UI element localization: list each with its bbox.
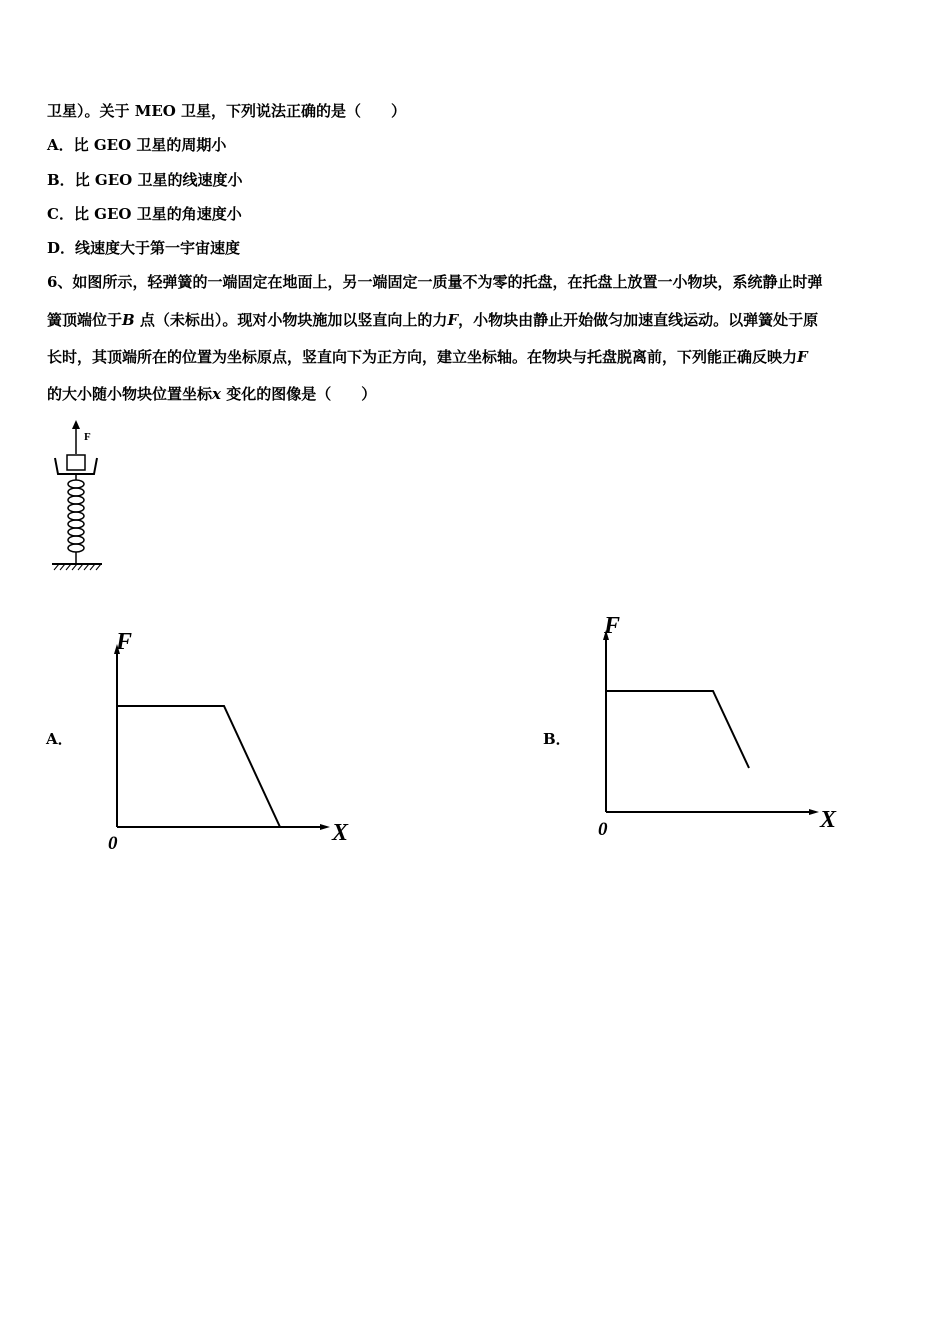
graph-a-option-label[interactable]: A． <box>46 730 73 748</box>
coordinate-x: x <box>212 385 221 403</box>
option-text: 比 GEO 卫星的角速度小 <box>73 205 242 223</box>
graph-b-option-label[interactable]: B． <box>543 730 571 748</box>
x-axis-arrow <box>809 809 819 815</box>
q6-stem-line2 <box>47 310 818 330</box>
force-arrow-head <box>72 420 80 429</box>
option-key: D． <box>47 239 76 257</box>
q6-text: 的大小随小物块位置坐标 <box>47 385 213 403</box>
y-axis-label: F <box>604 613 621 639</box>
block <box>67 455 85 470</box>
graph-b-curve <box>606 691 749 768</box>
option-key: B． <box>47 171 75 189</box>
q6-stem-line4 <box>47 384 376 404</box>
q5-option-b[interactable] <box>47 170 242 190</box>
spring-coils <box>68 474 84 564</box>
graph-a-curve <box>117 706 280 827</box>
x-axis-label: X <box>820 807 837 833</box>
q5-option-c[interactable] <box>47 204 242 224</box>
q5-option-a[interactable] <box>47 135 226 155</box>
origin-label: 0 <box>598 819 608 840</box>
q6-text: 长时，其顶端所在的位置为坐标原点，竖直向下为正方向，建立坐标轴。在物块与托盘脱离前，下列能正确反映力 <box>47 348 798 366</box>
q6-stem-line1: 6、如图所示，轻弹簧的一端固定在地面上，另一端固定一质量不为零的托盘，在托盘上放置一小物块，系统静止时弹 <box>47 273 823 291</box>
y-axis-label: F <box>116 629 133 655</box>
x-axis-label: X <box>332 820 349 846</box>
q6-stem-line3 <box>47 347 808 367</box>
q6-text: 点（未标出）。现对小物块施加以竖直向上的力 <box>134 311 448 329</box>
option-text: 比 GEO 卫星的线速度小 <box>74 171 243 189</box>
q5-option-d[interactable] <box>47 238 240 258</box>
graph-b <box>590 606 850 846</box>
graph-a <box>100 620 360 860</box>
force-f: F <box>447 311 459 329</box>
q6-text: ，小物块由静止开始做匀加速直线运动。以弹簧处于原 <box>458 311 819 329</box>
spring-figure <box>40 418 120 578</box>
force-f: F <box>797 348 808 366</box>
point-b: B <box>122 311 135 329</box>
origin-label: 0 <box>108 833 118 854</box>
option-text: 线速度大于第一宇宙速度 <box>75 239 241 257</box>
option-key: C． <box>47 205 74 223</box>
q6-text: 簧顶端位于 <box>47 311 123 329</box>
q6-text: 变化的图像是（ ） <box>220 385 377 403</box>
x-axis-arrow <box>320 824 330 830</box>
option-key: A． <box>47 136 74 154</box>
q5-stem-tail: 卫星）。关于 MEO 卫星，下列说法正确的是（ ） <box>47 102 407 120</box>
option-text: 比 GEO 卫星的周期小 <box>73 136 227 154</box>
force-label: F <box>84 431 91 443</box>
